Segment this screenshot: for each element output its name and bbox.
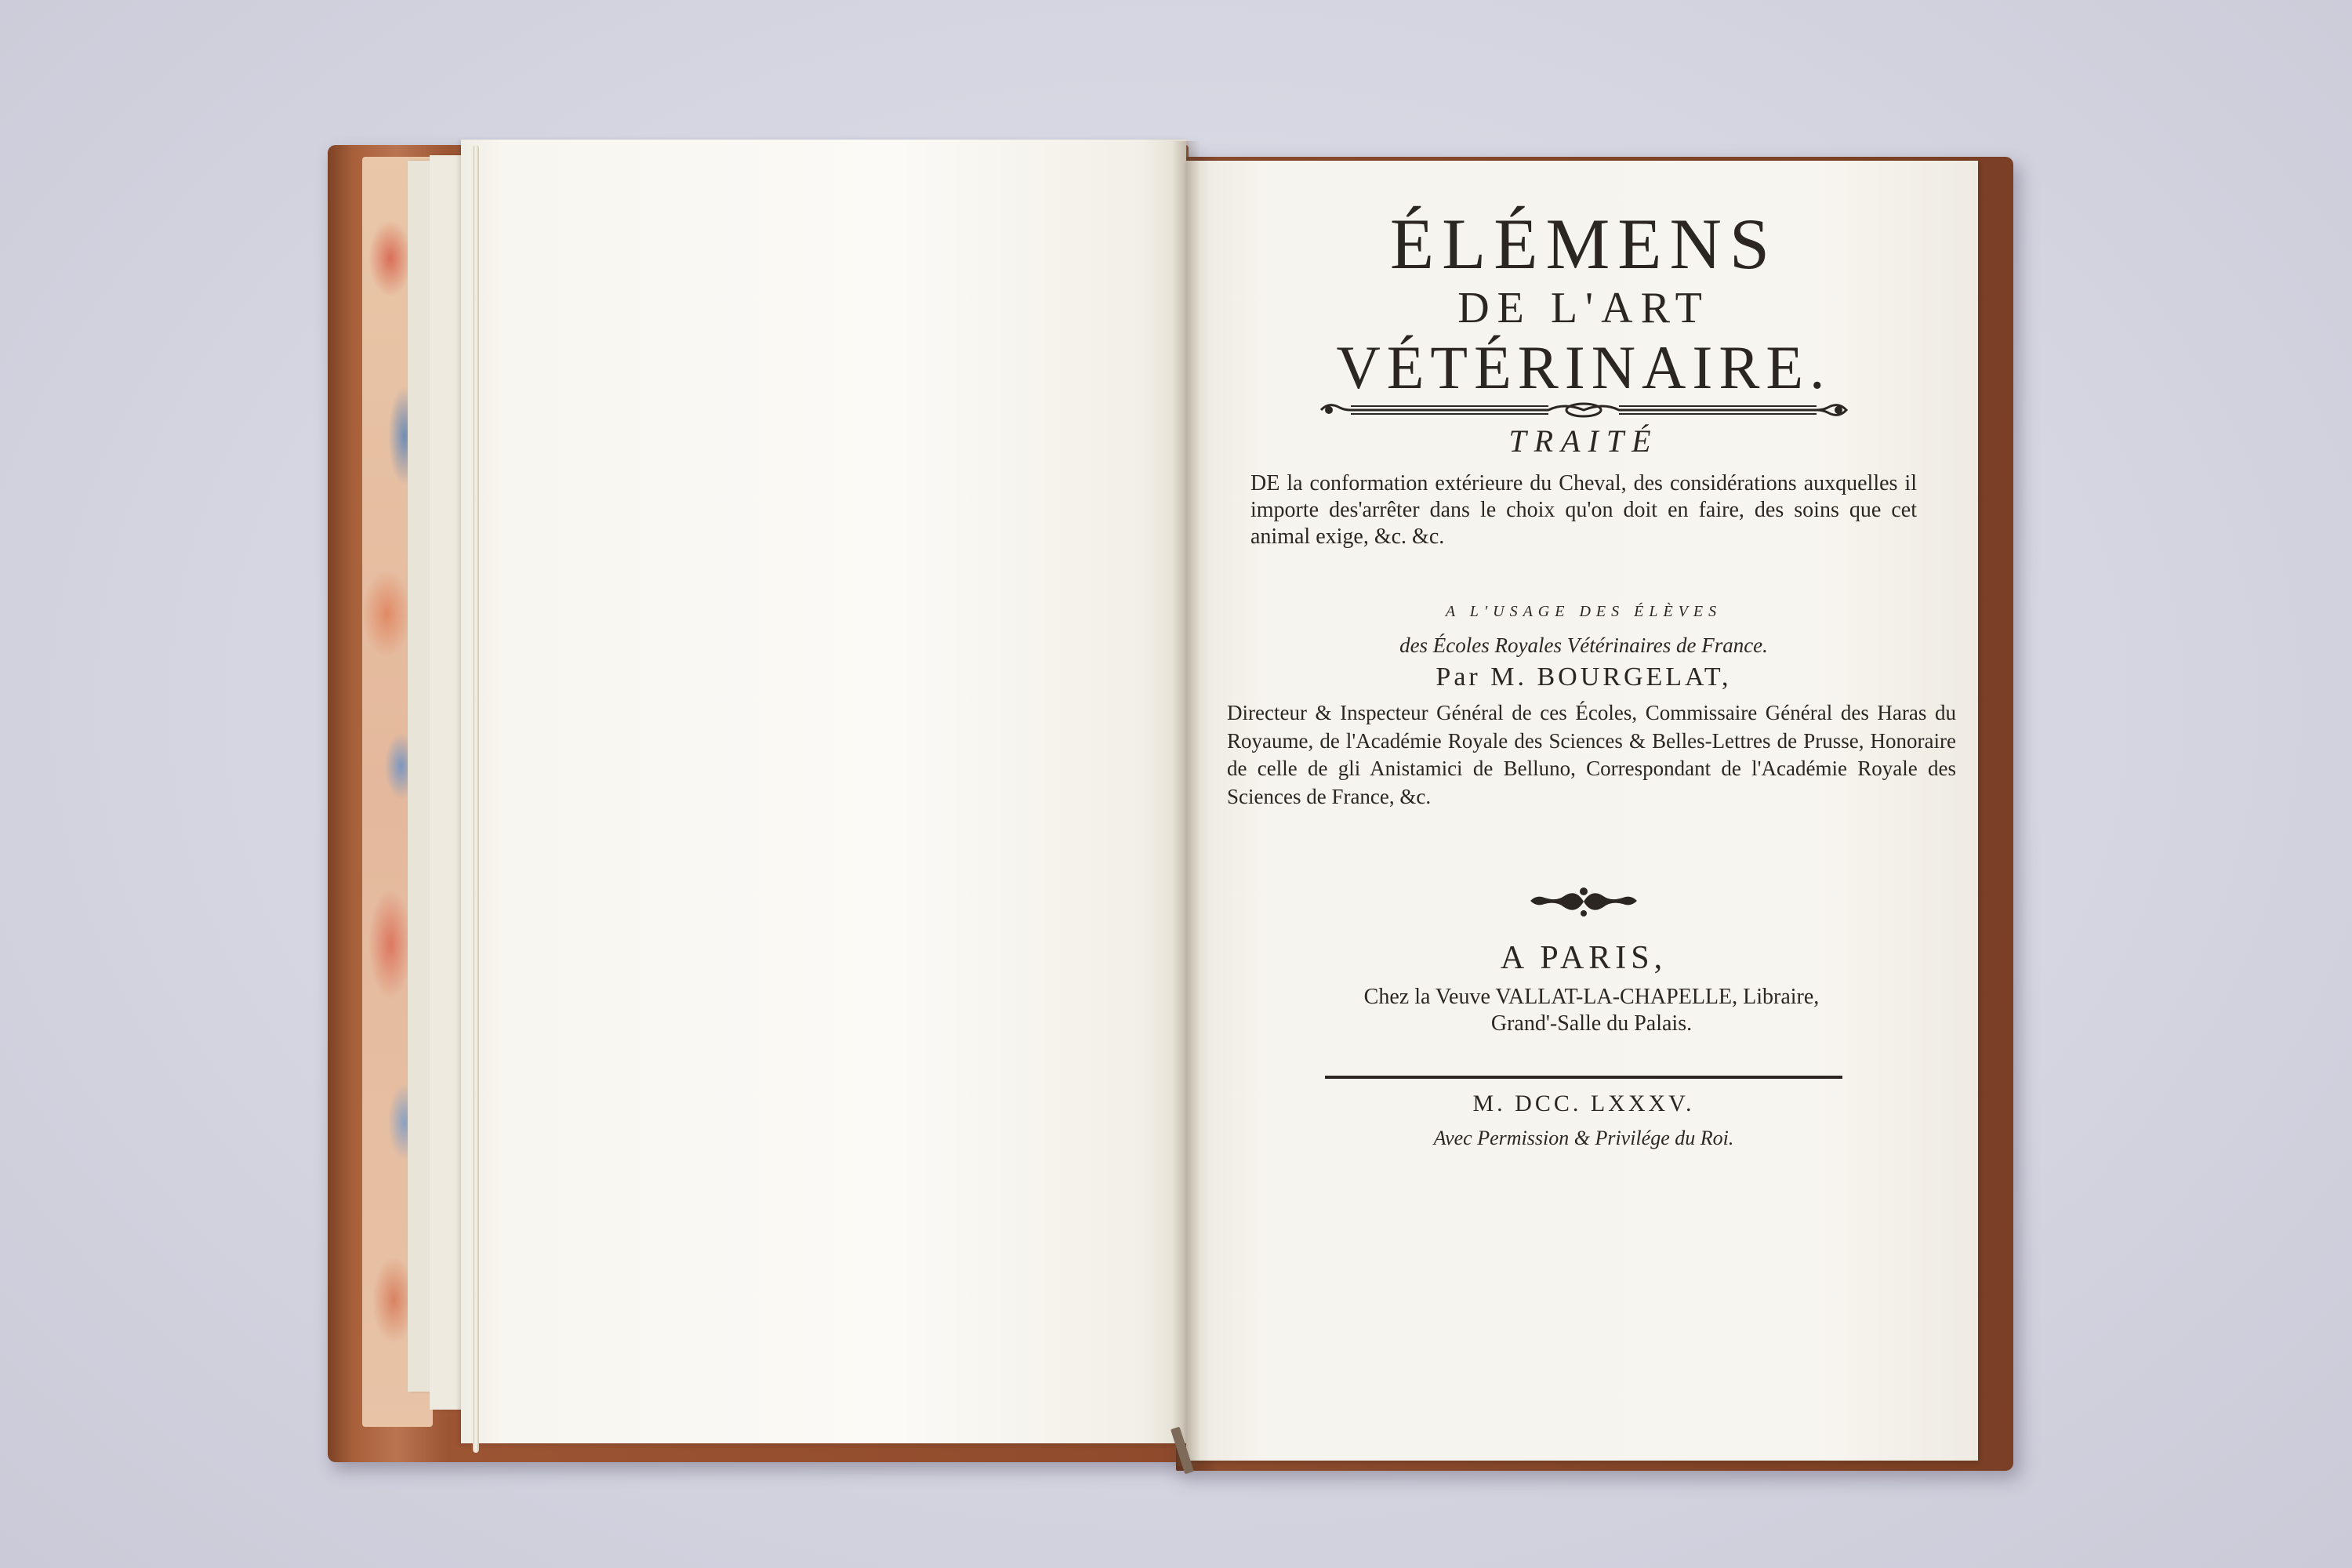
publisher-line-1: Chez la Veuve VALLAT-LA-CHAPELLE, Libraire,: [1363, 985, 1820, 1009]
place-line: A PARIS,: [1500, 940, 1668, 976]
description: DE la conformation extérieure du Cheval, des considérations auxquelles il importe des'arrêter dans le choix qu'on doit en faire, des soins que cet animal exige, &c. &c.: [1250, 471, 1917, 549]
publisher-line-2: Grand'-Salle du Palais.: [1490, 1011, 1693, 1036]
elastic-strap: [473, 145, 479, 1453]
title-line-1: ÉLÉMENS: [1389, 204, 1778, 284]
privilege-line: Avec Permission & Privilége du Roi.: [1433, 1127, 1734, 1149]
usage-line: A L'USAGE DES ÉLÈVES: [1445, 603, 1722, 620]
title-line-3: VÉTÉRINAIRE.: [1336, 333, 1831, 401]
author-line: Par M. BOURGELAT,: [1436, 662, 1732, 691]
subtitle: TRAITÉ: [1508, 423, 1659, 459]
title-line-2: DE L'ART: [1457, 284, 1710, 332]
publisher-block: [1227, 984, 1956, 1037]
schools-line: des Écoles Royales Vétérinaires de France.: [1399, 633, 1768, 657]
author-titles: Directeur & Inspecteur Général de ces Écoles, Commissaire Général des Haras du Royaume, de l'Académie Royale des Sciences & Belles-Lettres de Prusse, Honoraire de celle de gli Anistamici de Belluno, Correspondant de l'Académie Royale des Sciences de France, &c.: [1227, 701, 1956, 808]
blank-left-page: [461, 140, 1186, 1443]
horizontal-rule: [1325, 1076, 1842, 1079]
date-line: M. DCC. LXXXV.: [1472, 1091, 1695, 1116]
ornamental-rule: [1313, 400, 1854, 420]
printers-vignette: [1521, 882, 1646, 921]
